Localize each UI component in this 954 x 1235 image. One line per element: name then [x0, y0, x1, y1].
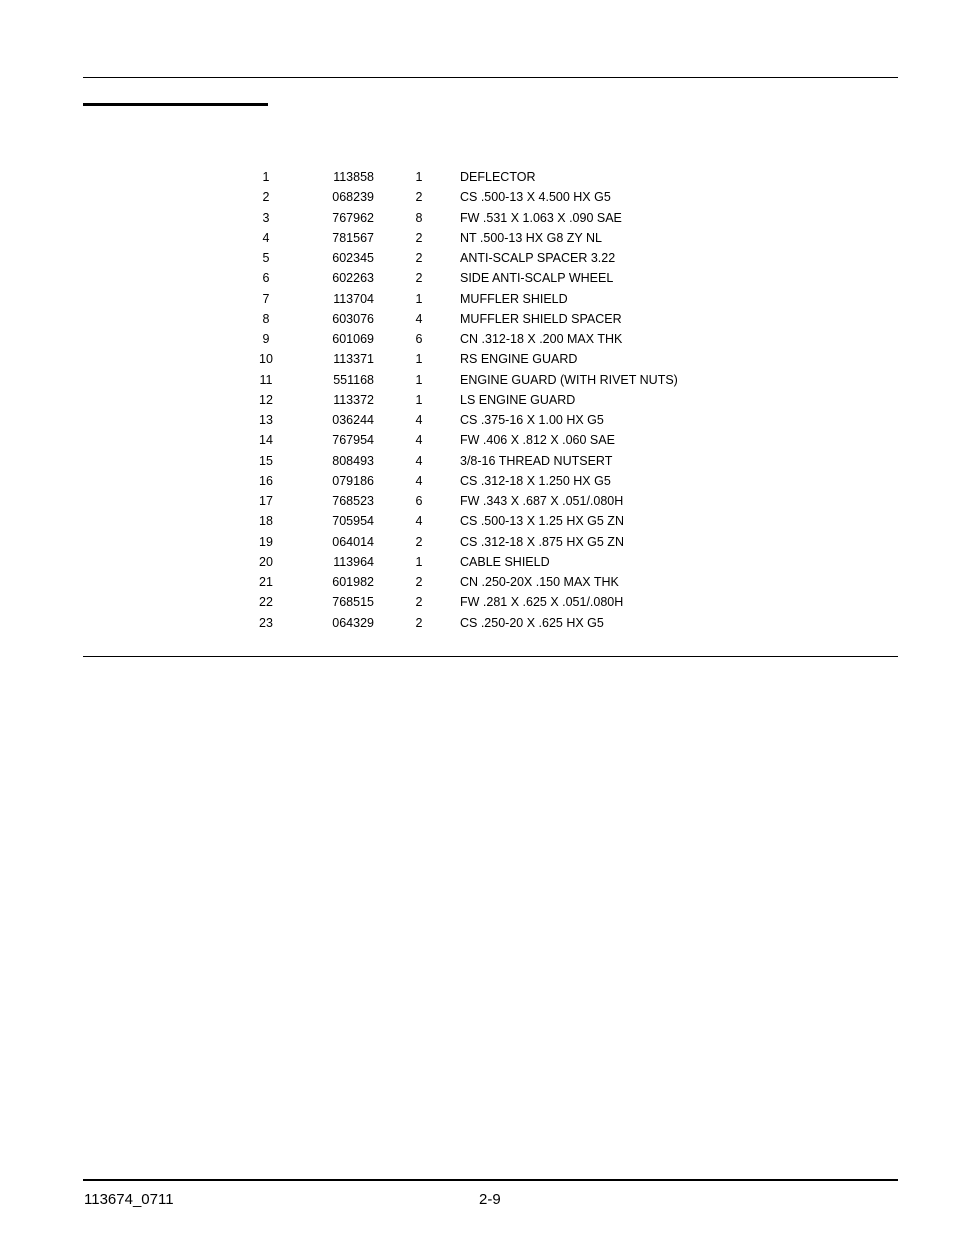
part-number-cell: 768523: [332, 494, 374, 508]
table-row: [240, 471, 678, 491]
quantity-cell: 2: [415, 575, 423, 589]
table-row: [240, 552, 678, 572]
table-row: [240, 187, 678, 207]
top-rule: [83, 77, 898, 78]
ref-number-cell: 11: [259, 372, 273, 387]
ref-number-cell: 15: [259, 453, 273, 468]
description-cell: CS .375-16 X 1.00 HX G5: [460, 413, 604, 427]
ref-number-cell: 12: [259, 392, 273, 407]
description-cell: SIDE ANTI-SCALP WHEEL: [460, 271, 614, 286]
table-row: [240, 268, 678, 288]
part-number-cell: 551168: [333, 372, 374, 387]
ref-number-cell: 2: [262, 190, 270, 205]
part-number-cell: 601069: [332, 332, 374, 346]
ref-number-cell: 5: [262, 251, 270, 265]
table-row: [240, 370, 678, 390]
ref-number-cell: 23: [259, 615, 273, 630]
part-number-cell: 767954: [332, 433, 374, 448]
table-row: [240, 491, 678, 511]
table-row: [240, 572, 678, 592]
quantity-cell: 1: [415, 291, 423, 306]
description-cell: CS .500-13 X 4.500 HX G5: [460, 190, 611, 205]
description-cell: DEFLECTOR: [460, 170, 536, 184]
ref-number-cell: 22: [259, 595, 273, 610]
quantity-cell: 2: [415, 230, 423, 245]
table-row: [240, 289, 678, 309]
parts-table-body: [240, 167, 678, 633]
table-row: [240, 592, 678, 612]
part-number-cell: 113704: [333, 291, 374, 306]
quantity-cell: 2: [415, 595, 423, 610]
part-number-cell: 602263: [332, 271, 374, 286]
part-number-cell: 781567: [332, 230, 374, 245]
parts-table: [240, 167, 678, 633]
ref-number-cell: 19: [259, 534, 273, 549]
description-cell: ANTI-SCALP SPACER 3.22: [460, 251, 616, 265]
part-number-cell: 113964: [333, 554, 374, 569]
description-cell: CABLE SHIELD: [460, 554, 550, 569]
quantity-cell: 2: [415, 190, 423, 205]
table-row: [240, 390, 678, 410]
quantity-cell: 4: [415, 433, 423, 448]
heading-rule: [83, 103, 268, 106]
ref-number-cell: 18: [259, 514, 273, 529]
part-number-cell: 036244: [332, 413, 374, 427]
quantity-cell: 4: [415, 413, 423, 427]
table-row: [240, 430, 678, 450]
description-cell: CS .500-13 X 1.25 HX G5 ZN: [460, 514, 624, 529]
part-number-cell: 768515: [332, 595, 374, 610]
footer-doc-number: 113674_0711: [84, 1191, 174, 1208]
quantity-cell: 2: [415, 615, 423, 630]
ref-number-cell: 21: [259, 575, 273, 589]
ref-number-cell: 3: [262, 210, 270, 225]
quantity-cell: 1: [415, 392, 423, 407]
table-row: [240, 248, 678, 268]
table-row: [240, 451, 678, 471]
description-cell: FW .531 X 1.063 X .090 SAE: [460, 210, 622, 225]
quantity-cell: 1: [415, 170, 423, 184]
part-number-cell: 603076: [332, 311, 374, 326]
description-cell: CS .312-18 X 1.250 HX G5: [460, 473, 611, 488]
ref-number-cell: 16: [259, 473, 273, 488]
quantity-cell: 1: [415, 372, 423, 387]
table-row: [240, 511, 678, 531]
quantity-cell: 6: [415, 494, 423, 508]
part-number-cell: 113372: [333, 392, 374, 407]
part-number-cell: 113858: [333, 170, 374, 184]
ref-number-cell: 20: [259, 554, 273, 569]
table-row: [240, 228, 678, 248]
table-row: [240, 309, 678, 329]
footer-rule: [83, 1179, 898, 1181]
quantity-cell: 1: [415, 554, 423, 569]
description-cell: MUFFLER SHIELD: [460, 291, 568, 306]
part-number-cell: 064014: [332, 534, 374, 549]
part-number-cell: 705954: [332, 514, 374, 529]
footer-page-number: 2-9: [479, 1191, 501, 1208]
part-number-cell: 767962: [332, 210, 374, 225]
quantity-cell: 4: [415, 453, 423, 468]
description-cell: FW .406 X .812 X .060 SAE: [460, 433, 615, 448]
description-cell: CN .312-18 X .200 MAX THK: [460, 332, 623, 346]
ref-number-cell: 4: [262, 230, 270, 245]
description-cell: CN .250-20X .150 MAX THK: [460, 575, 619, 589]
ref-number-cell: 10: [259, 352, 273, 367]
quantity-cell: 4: [415, 473, 423, 488]
description-cell: LS ENGINE GUARD: [460, 392, 576, 407]
quantity-cell: 4: [415, 514, 423, 529]
part-number-cell: 113371: [333, 352, 374, 367]
quantity-cell: 2: [415, 251, 423, 265]
part-number-cell: 601982: [332, 575, 374, 589]
quantity-cell: 2: [415, 271, 423, 286]
table-row: [240, 349, 678, 369]
description-cell: 3/8-16 THREAD NUTSERT: [460, 453, 613, 468]
table-row: [240, 613, 678, 633]
description-cell: CS .312-18 X .875 HX G5 ZN: [460, 534, 624, 549]
table-row: [240, 329, 678, 349]
ref-number-cell: 13: [259, 413, 273, 427]
part-number-cell: 079186: [332, 473, 374, 488]
ref-number-cell: 17: [259, 494, 273, 508]
description-cell: FW .281 X .625 X .051/.080H: [460, 595, 624, 610]
quantity-cell: 2: [415, 534, 423, 549]
quantity-cell: 6: [415, 332, 423, 346]
description-cell: CS .250-20 X .625 HX G5: [460, 615, 604, 630]
ref-number-cell: 1: [262, 170, 270, 184]
description-cell: RS ENGINE GUARD: [460, 352, 578, 367]
ref-number-cell: 6: [262, 271, 270, 286]
table-row: [240, 532, 678, 552]
table-row: [240, 410, 678, 430]
ref-number-cell: 7: [262, 291, 270, 306]
table-row: [240, 208, 678, 228]
quantity-cell: 4: [415, 311, 423, 326]
description-cell: FW .343 X .687 X .051/.080H: [460, 494, 624, 508]
ref-number-cell: 14: [259, 433, 273, 448]
quantity-cell: 1: [415, 352, 423, 367]
part-number-cell: 068239: [332, 190, 374, 205]
part-number-cell: 064329: [332, 615, 374, 630]
description-cell: NT .500-13 HX G8 ZY NL: [460, 230, 602, 245]
ref-number-cell: 8: [262, 311, 270, 326]
description-cell: MUFFLER SHIELD SPACER: [460, 311, 622, 326]
table-end-rule: [83, 656, 898, 657]
part-number-cell: 602345: [332, 251, 374, 265]
part-number-cell: 808493: [332, 453, 374, 468]
table-row: [240, 167, 678, 187]
ref-number-cell: 9: [262, 332, 270, 346]
description-cell: ENGINE GUARD (WITH RIVET NUTS): [460, 372, 678, 387]
quantity-cell: 8: [415, 210, 423, 225]
